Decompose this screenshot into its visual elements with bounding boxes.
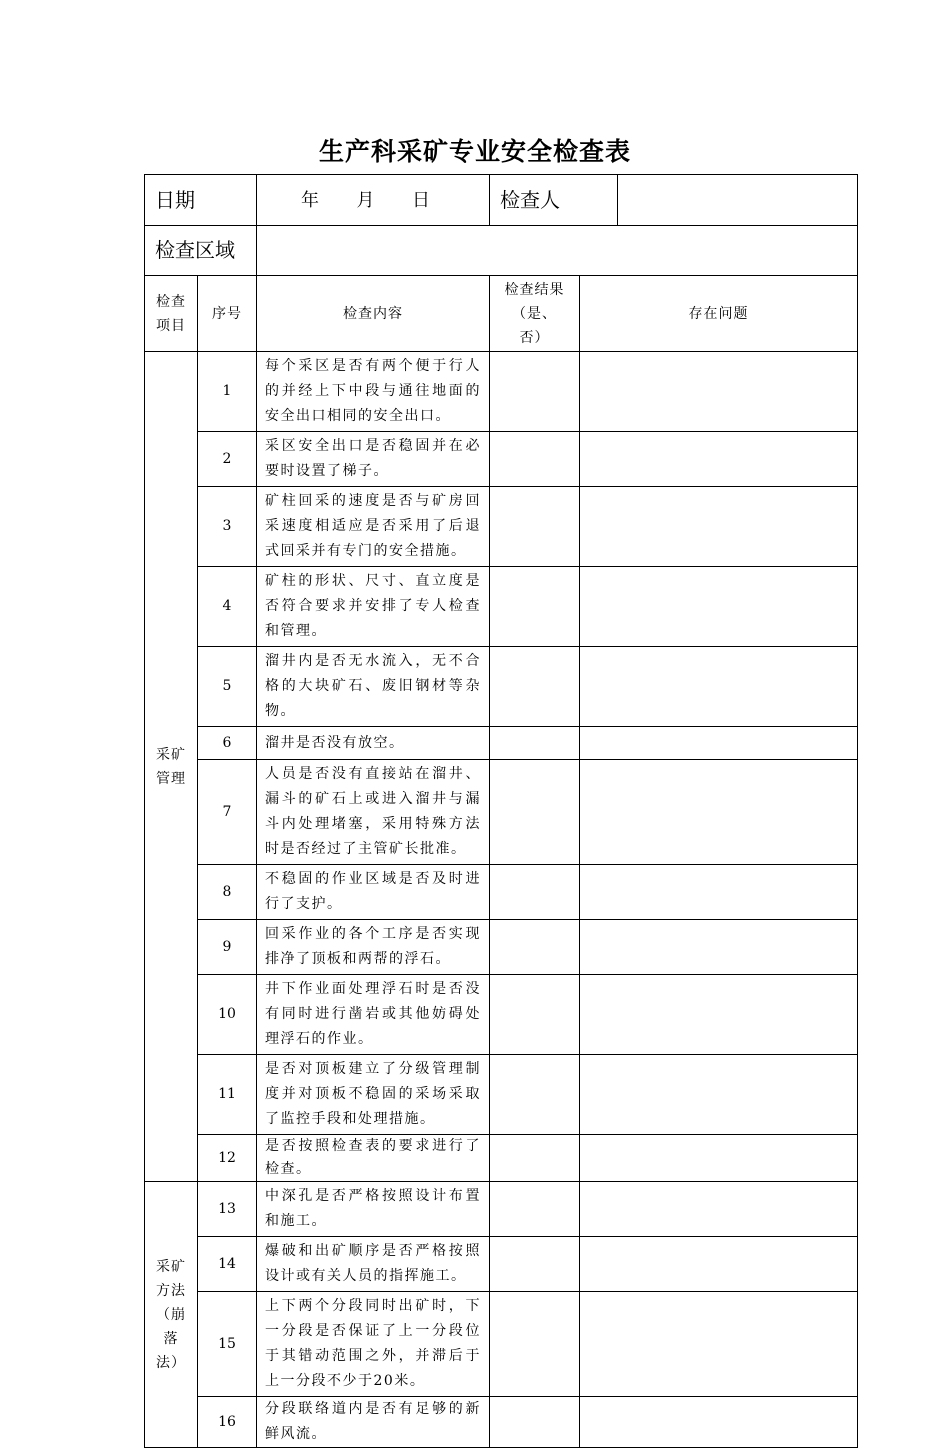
row-seq: 9 — [198, 920, 257, 975]
area-label: 检查区域 — [145, 226, 257, 276]
area-row — [145, 226, 858, 276]
row-content: 每个采区是否有两个便于行人的并经上下中段与通往地面的安全出口相同的安全出口。 — [257, 352, 490, 432]
table-row — [145, 865, 858, 920]
row-content: 溜井是否没有放空。 — [257, 727, 490, 760]
table-row — [145, 1055, 858, 1135]
row-issue[interactable] — [580, 1237, 858, 1292]
row-issue[interactable] — [580, 975, 858, 1055]
row-result[interactable] — [490, 1055, 580, 1135]
year-label: 年 — [301, 189, 319, 211]
row-seq: 7 — [198, 760, 257, 865]
row-issue[interactable] — [580, 1055, 858, 1135]
row-seq: 11 — [198, 1055, 257, 1135]
row-result[interactable] — [490, 647, 580, 727]
row-issue[interactable] — [580, 487, 858, 567]
row-result[interactable] — [490, 567, 580, 647]
col-seq: 序号 — [198, 276, 257, 352]
row-result[interactable] — [490, 975, 580, 1055]
row-issue[interactable] — [580, 647, 858, 727]
table-row — [145, 567, 858, 647]
row-seq: 10 — [198, 975, 257, 1055]
row-issue[interactable] — [580, 1135, 858, 1182]
table-row — [145, 727, 858, 760]
row-result[interactable] — [490, 1135, 580, 1182]
row-content: 矿柱回采的速度是否与矿房回采速度相适应是否采用了后退式回采并有专门的安全措施。 — [257, 487, 490, 567]
row-result[interactable] — [490, 1397, 580, 1448]
row-content: 是否对顶板建立了分级管理制度并对顶板不稳固的采场采取了监控手段和处理措施。 — [257, 1055, 490, 1135]
row-content: 中深孔是否严格按照设计布置和施工。 — [257, 1182, 490, 1237]
table-row — [145, 647, 858, 727]
row-seq: 16 — [198, 1397, 257, 1448]
row-content: 分段联络道内是否有足够的新鲜风流。 — [257, 1397, 490, 1448]
row-content: 矿柱的形状、尺寸、直立度是否符合要求并安排了专人检查和管理。 — [257, 567, 490, 647]
row-seq: 1 — [198, 352, 257, 432]
row-seq: 5 — [198, 647, 257, 727]
row-result[interactable] — [490, 865, 580, 920]
table-row — [145, 1182, 858, 1237]
row-issue[interactable] — [580, 432, 858, 487]
inspector-field[interactable] — [618, 175, 858, 226]
inspector-label: 检查人 — [490, 175, 618, 226]
table-row — [145, 487, 858, 567]
row-content: 回采作业的各个工序是否实现排净了顶板和两帮的浮石。 — [257, 920, 490, 975]
row-seq: 12 — [198, 1135, 257, 1182]
table-row — [145, 1237, 858, 1292]
safety-checklist-table — [144, 174, 858, 1448]
area-field[interactable] — [257, 226, 858, 276]
row-content: 溜井内是否无水流入，无不合格的大块矿石、废旧钢材等杂物。 — [257, 647, 490, 727]
table-row — [145, 432, 858, 487]
row-result[interactable] — [490, 1292, 580, 1397]
table-row — [145, 352, 858, 432]
col-content: 检查内容 — [257, 276, 490, 352]
row-result[interactable] — [490, 1182, 580, 1237]
row-content: 人员是否没有直接站在溜井、漏斗的矿石上或进入溜井与漏斗内处理堵塞，采用特殊方法时是否经过了主管矿长批准。 — [257, 760, 490, 865]
row-seq: 6 — [198, 727, 257, 760]
col-issues: 存在问题 — [580, 276, 858, 352]
row-issue[interactable] — [580, 865, 858, 920]
row-result[interactable] — [490, 487, 580, 567]
table-row — [145, 975, 858, 1055]
col-item: 检查 项目 — [145, 276, 198, 352]
row-seq: 3 — [198, 487, 257, 567]
page-title: 生产科采矿专业安全检查表 — [318, 137, 631, 166]
row-result[interactable] — [490, 760, 580, 865]
group-mining-method: 采矿 方法 （崩 落 法） — [145, 1182, 198, 1448]
row-issue[interactable] — [580, 1292, 858, 1397]
row-seq: 4 — [198, 567, 257, 647]
column-header-row — [145, 276, 858, 352]
row-issue[interactable] — [580, 920, 858, 975]
row-issue[interactable] — [580, 1182, 858, 1237]
row-result[interactable] — [490, 352, 580, 432]
row-content: 是否按照检查表的要求进行了检查。 — [257, 1135, 490, 1182]
row-issue[interactable] — [580, 760, 858, 865]
table-row — [145, 1292, 858, 1397]
table-row — [145, 1135, 858, 1182]
month-label: 月 — [356, 189, 375, 211]
row-seq: 8 — [198, 865, 257, 920]
group-mining-management: 采矿 管理 — [145, 352, 198, 1182]
row-content: 爆破和出矿顺序是否严格按照设计或有关人员的指挥施工。 — [257, 1237, 490, 1292]
row-result[interactable] — [490, 727, 580, 760]
table-row — [145, 760, 858, 865]
date-label: 日期 — [145, 175, 257, 226]
day-label: 日 — [411, 189, 430, 211]
row-content: 上下两个分段同时出矿时，下一分段是否保证了上一分段位于其错动范围之外，并滞后于上一分段不少于20米。 — [257, 1292, 490, 1397]
col-result: 检查结果 （是、 否） — [490, 276, 580, 352]
row-issue[interactable] — [580, 352, 858, 432]
date-row — [145, 175, 858, 226]
row-issue[interactable] — [580, 567, 858, 647]
row-content: 不稳固的作业区域是否及时进行了支护。 — [257, 865, 490, 920]
row-issue[interactable] — [580, 1397, 858, 1448]
row-content: 井下作业面处理浮石时是否没有同时进行凿岩或其他妨碍处理浮石的作业。 — [257, 975, 490, 1055]
row-result[interactable] — [490, 920, 580, 975]
row-seq: 14 — [198, 1237, 257, 1292]
row-result[interactable] — [490, 1237, 580, 1292]
date-field[interactable] — [257, 175, 490, 226]
row-seq: 2 — [198, 432, 257, 487]
table-row — [145, 1397, 858, 1448]
row-content: 采区安全出口是否稳固并在必要时设置了梯子。 — [257, 432, 490, 487]
table-row — [145, 920, 858, 975]
row-result[interactable] — [490, 432, 580, 487]
row-seq: 13 — [198, 1182, 257, 1237]
row-seq: 15 — [198, 1292, 257, 1397]
row-issue[interactable] — [580, 727, 858, 760]
